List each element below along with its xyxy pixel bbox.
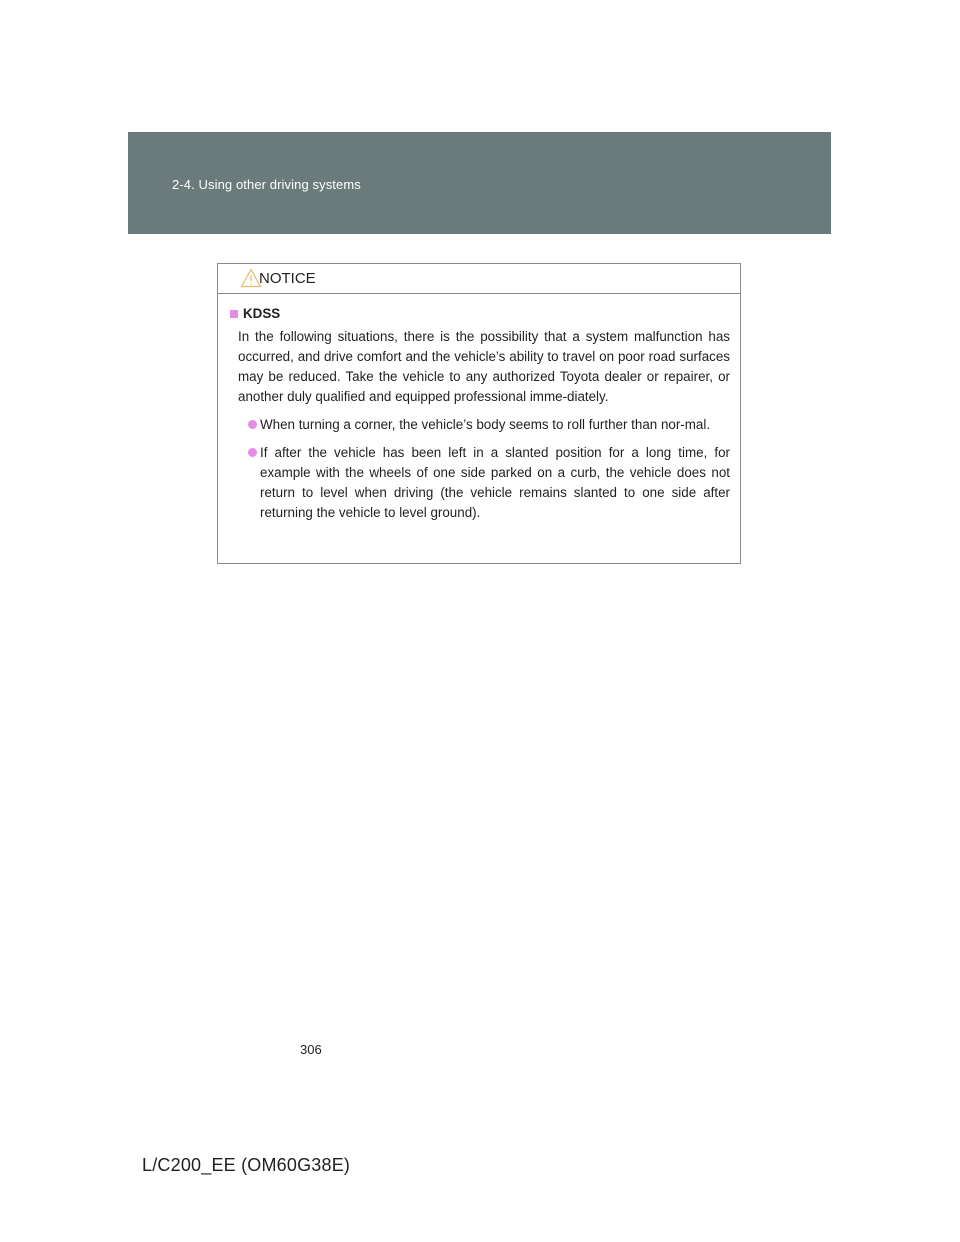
notice-header	[218, 264, 740, 294]
circle-bullet-icon	[248, 420, 257, 429]
list-item	[248, 443, 730, 523]
notice-box	[217, 263, 741, 564]
section-title: 2-4. Using other driving systems	[172, 177, 361, 192]
notice-intro-paragraph: In the following situations, there is the possibility that a system malfunction has occurred, and drive comfort and the vehicle’s ability to travel on poor road surfaces may be reduced. Take the vehicle to any authorized Toyota dealer or repairer, or another duly qualified and equipped professional imme-diately.	[238, 329, 730, 404]
notice-title: NOTICE	[259, 270, 316, 287]
circle-bullet-icon	[248, 448, 257, 457]
section-header-band	[128, 132, 831, 234]
notice-body	[230, 304, 730, 523]
kdss-subhead	[230, 304, 730, 324]
square-bullet-icon	[230, 310, 238, 318]
subhead-label: KDSS	[243, 306, 281, 321]
list-item	[248, 415, 730, 435]
model-code: L/C200_EE (OM60G38E)	[142, 1155, 351, 1175]
page-number: 306	[300, 1042, 322, 1057]
list-item-text: When turning a corner, the vehicle’s body seems to roll further than nor-mal.	[260, 417, 711, 432]
list-item-text: If after the vehicle has been left in a slanted position for a long time, for example with the wheels of one side parked on a curb, the vehicle does not return to level when driving (the vehicle remains slanted to one side after returning the vehicle to level ground).	[260, 445, 730, 520]
